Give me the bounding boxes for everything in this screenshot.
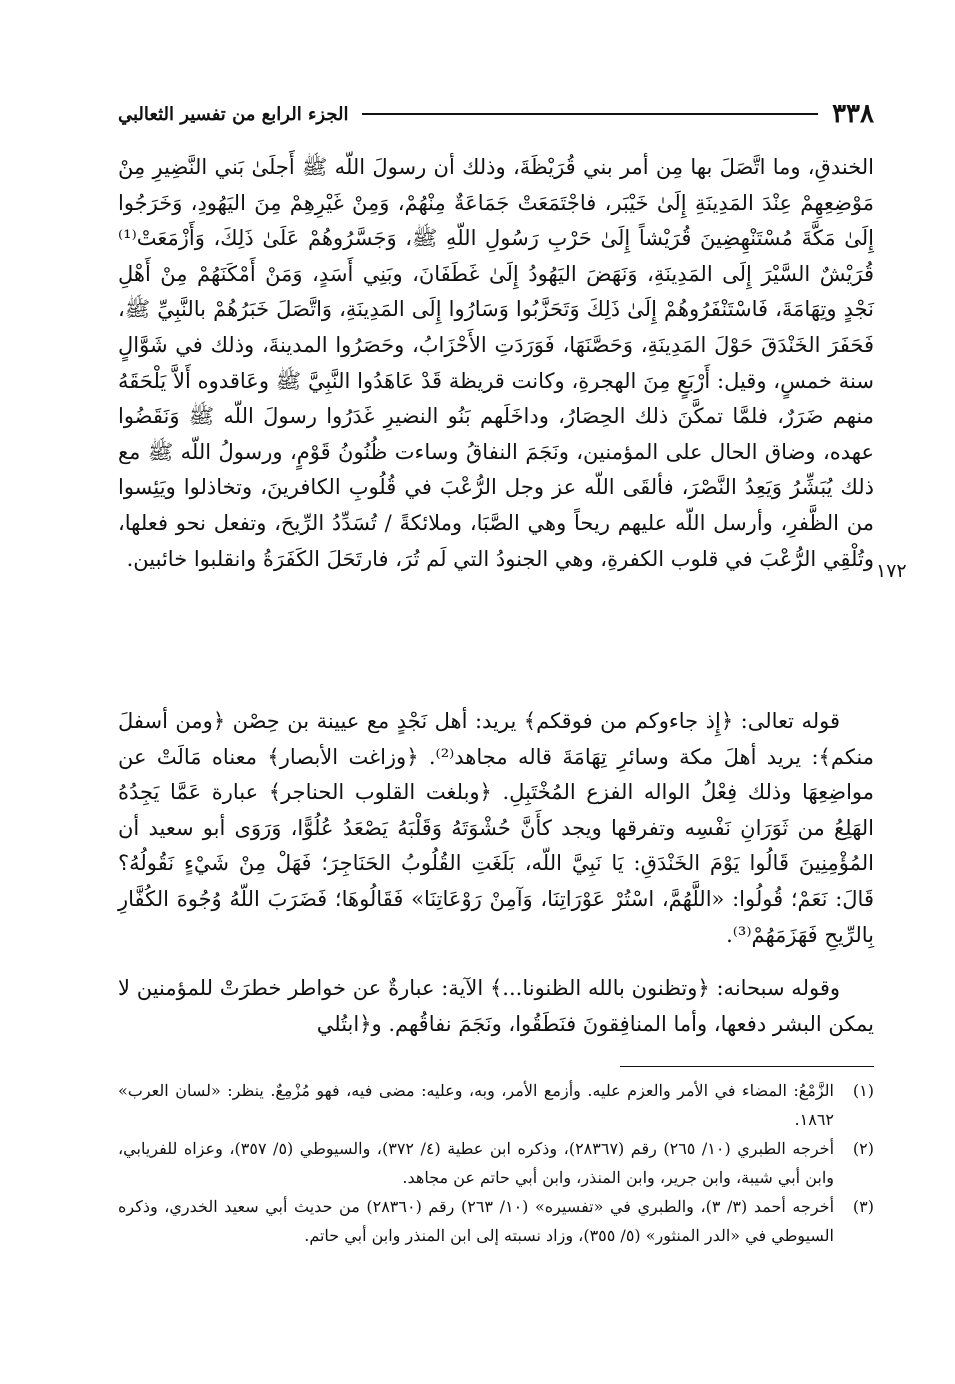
paragraph-1: الخندقِ، وما اتَّصَلَ بها مِن أمر بني قُرَيْظَةَ، وذلك أن رسولَ اللّه ﷺ أَجلَىٰ بَني النَّضِيرِ مِنْ مَوْضِعِهِمْ عِنْدَ المَدِينَةِ إِلَىٰ خَيْبَر، فاجْتَمَعَتْ جَمَاعَةٌ مِنْهُمْ، وَمِنْ غَيْرِهِمْ مِنَ اليَهُودِ، وَخَرَجُوا إِلَىٰ مَكَّةَ مُسْتَنْهِضِينَ قُرَيْشاً إِلَىٰ حَرْبِ رَسُولِ اللّهِ ﷺ، وَجَسَّرُوهُمْ عَلَىٰ ذَلِكَ، وَأَزْمَعَتْ⁽¹⁾ قُرَيْشٌ السَّيْرَ إِلَى المَدِينَةِ، وَنَهَضَ اليَهُودُ إِلَىٰ غَطَفَانَ، وبَنِي أَسَدٍ، وَمَنْ أَمْكَنَهُمْ مِنْ أَهْلِ نَجْدٍ وتِهَامَةَ، فَاسْتَنْفَرُوهُمْ إِلَىٰ ذَلِكَ وَتَحَزَّبُوا وَسَارُوا إِلَى المَدِينَةِ، وَاتَّصَلَ خَبَرُهُمْ بالنَّبِيِّ ﷺ، فَحَفَرَ الخَنْدَقَ حَوْلَ المَدِينَةِ، وَحَصَّنَهَا، فَوَرَدَتِ الأَحْزَابُ، وحَصَرُوا المدينةَ، وذلك في شَوَّالٍ سنة خمسٍ، وقيل: أَرْبَعٍ مِنَ الهجرةِ، وكانت قريظة قَدْ عَاهَدُوا النَّبِيَّ ﷺ وعَاقدوه أَلاَّ يَلْحَقَهُ منهم ضَرَرٌ، فلمَّا تمكَّنَ ذلك الحِصَارُ، وداخَلَهم بَنُو النضيرِ غَدَرُوا رسولَ اللّه ﷺ وَنَقَضُوا عهده، وضاق الحال على المؤمنين، ونَجَمَ النفاقُ وساءت ظُنُونُ قَوْمٍ، ورسولُ اللّه ﷺ مع ذلك يُبَشِّرُ وَيَعِدُ النَّصْرَ، فألقَى اللّه عز وجل الرُّعْبَ في قُلُوبِ الكافرينَ، وتخاذلوا ويَئِسوا من الظَّفرِ، وأرسل اللّه عليهم ريحاً وهي الصَّبَا، وملائكةً / تُسَدِّدُ الرِّيحَ، وتفعل نحو فعلها، وتُلْقِي الرُّعْبَ في قلوب الكفرةِ، وهي الجنودُ التي لَم تُرَ، فارتَحَلَ الكَفَرَةُ وانقلبوا خائبين. bbox=[118, 155, 874, 571]
footnote-number: (٣) bbox=[852, 1197, 874, 1216]
paragraph-2: قوله تعالى: ﴿إِذ جاءوكم من فوقكم﴾ يريد: أهل نَجْدٍ مع عيينة بن حِصْن ﴿ومن أسفلَ منكم﴾: يريد أهلَ مكة وسائرِ تِهَامَةَ قاله مجاهد⁽²⁾. ﴿وزاغت الأبصار﴾ معناه مَالَتْ عن مواضِعِهَا وذلك فِعْلُ الواله الفزع المُخْتَبِلِ. ﴿وبلغت القلوب الحناجر﴾ عبارة عَمَّا يَجِدُهُ الهَلِعُ من ثَوَرَانِ نَفْسِه وتفرقها ويجد كأَنَّ حُشْوَتَهُ وَقَلْبَهُ يَصْعَدُ عُلُوًّا، وَرَوَى أبو سعيد أن المُؤْمِنِينَ قَالُوا يَوْمَ الخَنْدَقِ: يَا نَبِيَّ اللّه، بَلَغَتِ القُلُوبُ الحَنَاجِرَ؛ فَهَلْ مِنْ شَيْءٍ نَقُولُهُ؟ قَالَ: نَعَمْ؛ قُولُوا: «اللَّهُمَّ، اسْتُرْ عَوْرَاتِنَا، وَآمِنْ رَوْعَاتِنَا» فَقَالُوهَا؛ فَضَرَبَ اللّهُ وُجُوهَ الكُفَّارِ بِالرِّيحِ فَهَزَمَهُمْ⁽³⁾. bbox=[118, 709, 874, 947]
paragraph-3: وقوله سبحانه: ﴿وتظنون بالله الظنونا...﴾ الآية: عبارةٌ عن خواطر خطرَتْ للمؤمنين لا يمكن البشر دفعها، وأما المنافِقونَ فنَطَقُوا، ونَجَمَ نفاقُهم. و﴿ابتُلي bbox=[118, 976, 874, 1036]
footnotes bbox=[118, 1076, 874, 1250]
footnote-text: الزَّمْعُ: المضاء في الأمر والعزم عليه. وأزمع الأمر، وبه، وعليه: مضى فيه، فهو مُزْمِعٌ. ينظر: «لسان العرب» ١٨٦٢. bbox=[118, 1081, 834, 1129]
margin-manuscript-marker bbox=[876, 560, 936, 582]
running-title: الجزء الرابع من تفسير الثعالبي bbox=[118, 103, 349, 125]
header-rule bbox=[362, 113, 818, 115]
footnote-number: (١) bbox=[852, 1081, 874, 1100]
margin-folio-number: ١٧٢ bbox=[876, 560, 907, 582]
footnote-1 bbox=[118, 1076, 874, 1134]
footnote-text: أخرجه أحمد (٣/ ٣)، والطبري في «تفسيره» (١٠/ ٢٦٣) رقم (٢٨٣٦٠) من حديث أبي سعيد الخدري، وذكره السيوطي في «الدر المنثور» (٥/ ٣٥٥)، وزاد نسبته إلى ابن المنذر وابن أبي حاتم. bbox=[118, 1197, 835, 1245]
footnote-divider bbox=[620, 1066, 874, 1067]
footnote-3 bbox=[118, 1192, 874, 1250]
footnote-2 bbox=[118, 1134, 874, 1192]
main-text bbox=[118, 150, 874, 1042]
footnote-text: أخرجه الطبري (١٠/ ٢٦٥) رقم (٢٨٣٦٧)، وذكره ابن عطية (٤/ ٣٧٢)، والسيوطي (٥/ ٣٥٧)، وعزاه للفريابي، وابن أبي شيبة، وابن جرير، وابن المنذر، وابن أبي حاتم عن مجاهد. bbox=[118, 1139, 835, 1187]
page-number: ٣٣٨ bbox=[832, 99, 874, 129]
footnote-number: (٢) bbox=[852, 1139, 874, 1158]
page-header bbox=[118, 96, 874, 132]
